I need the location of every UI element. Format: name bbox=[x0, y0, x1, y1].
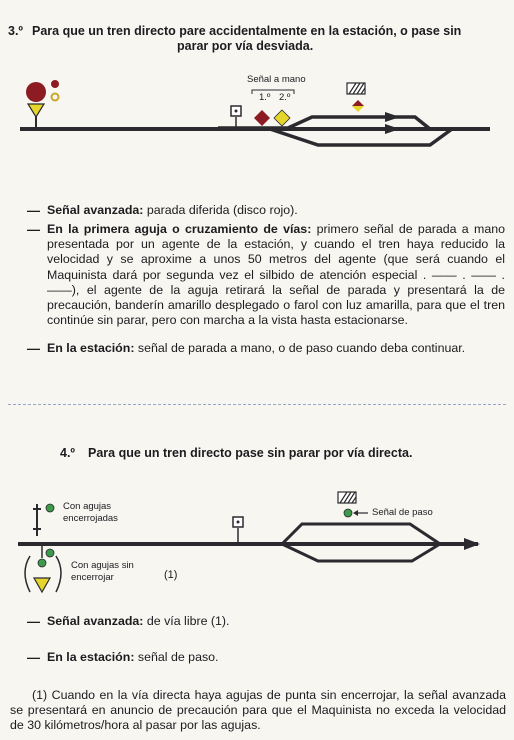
small-red-light bbox=[51, 80, 59, 88]
section-divider bbox=[8, 404, 506, 405]
dash: — bbox=[27, 614, 40, 629]
label-ref-1: (1) bbox=[164, 569, 178, 581]
diagram-section3 bbox=[0, 72, 514, 182]
dash: — bbox=[27, 341, 40, 356]
yellow-triangle-signal bbox=[34, 578, 50, 592]
section4-footnote: (1) Cuando en la vía directa haya agujas de punta sin encerrojar, la señal avanzada se presentará en anuncio de precaución para que el Maquinista no exceda la velocidad de 30 kilómetros/hora al pasar por las agujas. bbox=[10, 688, 506, 733]
bracket-right bbox=[56, 556, 61, 592]
hand-signal-1-red bbox=[254, 110, 270, 126]
arrow-main bbox=[464, 538, 480, 550]
section4-title: Para que un tren directo pase sin parar por vía directa. bbox=[88, 446, 413, 460]
section3-item-1 bbox=[47, 203, 505, 218]
item-text: señal de parada a mano, o de paso cuando deba continuar. bbox=[134, 341, 466, 355]
section3-number: 3.º bbox=[8, 24, 23, 38]
section4-item-2 bbox=[47, 650, 505, 665]
item-term: En la estación: bbox=[47, 341, 135, 355]
item-text: parada diferida (disco rojo). bbox=[143, 203, 298, 217]
item-term: Señal avanzada: bbox=[47, 203, 144, 217]
arrow-pointer-icon bbox=[353, 510, 358, 516]
red-flag-signal bbox=[352, 100, 364, 106]
section3-title-line2: parar por vía desviada. bbox=[177, 39, 314, 53]
section4-item-1 bbox=[47, 614, 505, 629]
green-light-signal-2 bbox=[46, 549, 54, 557]
item-term: En la primera aguja o cruzamiento de vías: bbox=[47, 222, 312, 236]
small-yellow-light bbox=[52, 94, 59, 101]
section4-number: 4.º bbox=[60, 446, 75, 460]
section3-item-2 bbox=[47, 222, 505, 328]
arrow-middle bbox=[385, 124, 400, 134]
yellow-triangle-signal bbox=[28, 104, 44, 117]
label-con-agujas-2: Con agujas sin bbox=[71, 560, 134, 571]
siding-lower bbox=[270, 129, 452, 145]
arrow-upper bbox=[385, 112, 400, 122]
section3-title-line1: Para que un tren directo pare accidentalmente en la estación, o pase sin bbox=[32, 24, 462, 38]
label-senal-a-mano: Señal a mano bbox=[247, 74, 306, 85]
item-text: de vía libre (1). bbox=[143, 614, 230, 628]
dash: — bbox=[27, 650, 40, 665]
label-encerrojadas: encerrojadas bbox=[63, 513, 118, 524]
green-light-signal-paso bbox=[344, 509, 352, 517]
item-term: En la estación: bbox=[47, 650, 135, 664]
red-disc-signal bbox=[26, 82, 46, 102]
hand-signal-2-yellow bbox=[274, 110, 290, 126]
label-senal-de-paso: Señal de paso bbox=[372, 507, 433, 518]
green-light-signal-3 bbox=[38, 559, 46, 567]
label-encerrojar: encerrojar bbox=[71, 572, 114, 583]
bracket-left bbox=[25, 556, 30, 592]
dash: — bbox=[27, 222, 40, 237]
item-term: Señal avanzada: bbox=[47, 614, 144, 628]
green-light-signal bbox=[46, 504, 54, 512]
item-text: primero señal de parada a mano presentada por un agente de la estación, y cuando el tren haya reducido la velocidad y se aproxime a unos 50 metros del agente (que será cuando el Maquinista dará por segunda vez el silbido de atención especial . —— . —— . ——), el agente de la aguja retirará la señal de parada y presentará la de precaución, banderín amarillo desplegado o farol con luz amarilla, para que el tren continúe sin parar, pero con marcha a la vista hasta estacionarse. bbox=[47, 222, 505, 328]
label-1: 1.º bbox=[259, 92, 271, 103]
label-con-agujas-1: Con agujas bbox=[63, 501, 112, 512]
section3-item-3 bbox=[47, 341, 505, 356]
item-text: señal de paso. bbox=[134, 650, 219, 664]
label-2: 2.º bbox=[279, 92, 291, 103]
dash: — bbox=[27, 203, 40, 218]
